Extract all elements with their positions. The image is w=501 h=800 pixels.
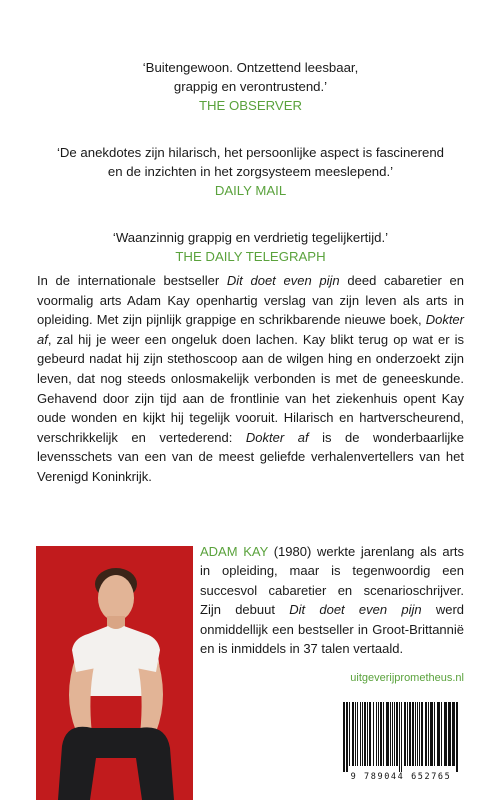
review-quote-daily-mail — [0, 143, 501, 200]
barcode-bar — [421, 702, 423, 766]
barcode-bar — [428, 702, 429, 766]
barcode-bar — [394, 702, 395, 766]
quote-line: grappig en verontrustend.’ — [173, 79, 328, 94]
quote-line: ‘De anekdotes zijn hilarisch, het persoonlijke aspect is fascinerend — [56, 145, 445, 160]
barcode-bar — [364, 702, 366, 766]
barcode-bar — [380, 702, 382, 766]
barcode-bar — [399, 702, 400, 772]
isbn-number: 9 789044 652765 — [350, 772, 452, 782]
quote-line: ‘Buitengewoon. Ontzettend leesbaar, — [142, 60, 359, 75]
barcode-bar — [437, 702, 440, 766]
blurb-text: is de wonderbaarlijke levensschets van een van de meest geliefde verhalenvertellers van het Verenigd Koninkrijk. — [37, 429, 465, 484]
barcode-bar — [415, 702, 416, 766]
author-portrait-illustration — [36, 546, 193, 800]
barcode-bar — [434, 702, 435, 766]
barcode-bar — [352, 702, 354, 766]
quote-source: THE DAILY TELEGRAPH — [175, 249, 326, 264]
barcode-bar — [383, 702, 384, 766]
barcode-bar — [430, 702, 433, 766]
isbn-barcode — [337, 696, 465, 800]
barcode-bar — [373, 702, 374, 766]
barcode-bar — [378, 702, 379, 766]
barcode-bar — [343, 702, 345, 772]
barcode-bar — [417, 702, 418, 766]
barcode-bar — [392, 702, 393, 766]
blurb-text: deed cabaretier en voormalig arts Adam Kay openhartig verslag van zijn leven als arts in opleiding. Met zijn pijnlijk grappige en schrikbarende nieuwe boek, — [37, 273, 464, 328]
barcode-bar — [367, 702, 368, 766]
quote-source: DAILY MAIL — [214, 183, 287, 198]
author-bio — [200, 542, 464, 658]
barcode-bar — [357, 702, 358, 766]
barcode-bar — [396, 702, 398, 766]
review-quote-observer — [0, 58, 501, 115]
barcode-bar — [456, 702, 458, 772]
book-title: Dokter af — [245, 429, 309, 445]
review-quote-telegraph — [0, 228, 501, 266]
quote-source: THE OBSERVER — [198, 98, 303, 113]
quote-line: ‘Waanzinnig grappig en verdrietig tegelijkertijd.’ — [112, 230, 389, 245]
barcode-bar — [448, 702, 451, 766]
review-quotes — [0, 58, 501, 294]
barcode-bar — [401, 702, 402, 772]
barcode-bar — [369, 702, 371, 766]
barcode-bar — [452, 702, 455, 766]
barcode-bar — [419, 702, 420, 766]
barcode-bar — [376, 702, 377, 766]
barcode-bar — [407, 702, 408, 766]
barcode-bar — [412, 702, 414, 766]
barcode-bar — [441, 702, 442, 766]
bio-text: werd onmiddellijk een bestseller in Groot-Brittannië en is inmiddels in 37 talen vertaald. — [200, 602, 465, 657]
blurb-text: In de internationale bestseller — [37, 273, 227, 288]
author-photo — [36, 546, 193, 800]
book-title: Dokter af — [37, 312, 464, 347]
book-title: Dit doet even pijn — [289, 602, 422, 618]
blurb-text: , zal hij je weer een ongeluk doen lachen. Kay blikt terug op wat er is gebeurd nadat hij zijn stethoscoop aan de wilgen hing en onderzoekt zijn leven, dat nog steeds onlosmakelijk verbonden is met de geneeskunde. Gehavend door zijn tijd aan de frontlinie van het ziekenhuis opent Kay oude wonden en kijkt hij tegelijk vooruit. Hilarisch en hartverscheurend, verschrikkelijk en vertederend: — [37, 331, 464, 445]
barcode-bar — [355, 702, 356, 766]
barcode-bar — [362, 702, 363, 766]
quote-line: en de inzichten in het zorgsysteem meeslepend.’ — [107, 164, 394, 179]
book-title: Dit doet even pijn — [226, 273, 340, 288]
barcode-bar — [390, 702, 391, 766]
barcode-bar — [409, 702, 411, 766]
barcode-bar — [386, 702, 389, 766]
barcode-bar — [425, 702, 427, 766]
barcode-bar — [349, 702, 350, 766]
publisher-website[interactable]: uitgeverijprometheus.nl — [350, 672, 464, 684]
barcode-bar — [346, 702, 348, 772]
barcode-bar — [444, 702, 447, 766]
bio-text: (1980) werkte jarenlang als arts in opleiding, maar is tegenwoordig een succesvol cabaretier en scenarioschrijver. Zijn debuut — [200, 544, 465, 618]
author-name: ADAM KAY — [200, 544, 269, 559]
barcode-bar — [360, 702, 361, 766]
book-blurb — [37, 271, 464, 487]
barcode-bar — [404, 702, 406, 766]
barcode-bars — [341, 702, 461, 772]
